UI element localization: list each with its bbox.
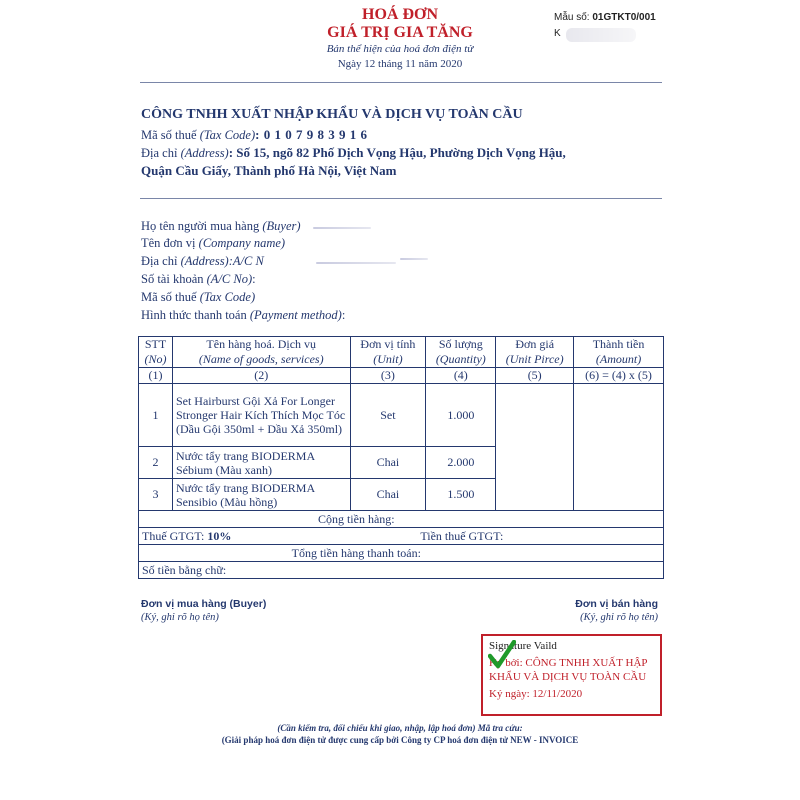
buyer-account-label-en: (A/C No) [206, 272, 253, 286]
goods-table [138, 336, 664, 579]
buyer-name [141, 219, 301, 234]
seller-tax-label-en: (Tax Code) [199, 128, 256, 142]
index-cell: (1) [139, 368, 173, 384]
form-number-label: Mẫu số: [554, 12, 593, 23]
subtotal-label: Cộng tiền hàng: [139, 511, 574, 528]
buyer-tax-code [141, 290, 255, 305]
seller-address-label-en: (Address) [180, 146, 229, 160]
amount-in-words-label: Số tiền bằng chữ: [139, 562, 664, 579]
table-header-unit-price: Đơn giá (Unit Pirce) [496, 337, 574, 368]
blurred-buyer-address-2 [400, 258, 428, 260]
buyer-tax-label-en: (Tax Code) [199, 290, 256, 304]
invoice-title: HOÁ ĐƠN [362, 6, 438, 23]
index-cell: (5) [496, 368, 574, 384]
row-no: 1 [139, 384, 173, 447]
vat-rate [139, 528, 351, 545]
index-cell: (2) [172, 368, 350, 384]
index-cell: (4) [426, 368, 496, 384]
blurred-buyer-address [316, 262, 396, 264]
subtotal-value [574, 511, 664, 528]
vat-rate-value: 10% [207, 528, 232, 543]
buyer-tax-label: Mã số thuế [141, 290, 200, 304]
buyer-name-label-en: (Buyer) [262, 219, 301, 233]
seller-name: CÔNG TNHH XUẤT NHẬP KHẨU VÀ DỊCH VỤ TOÀN CẦU [141, 107, 523, 122]
vat-row [139, 528, 664, 545]
vat-amount-value [574, 528, 664, 545]
buyer-address-label-en: (Address) [180, 254, 229, 268]
stamp-heading: Signature Vaild [489, 640, 557, 652]
symbol-label: K [554, 28, 561, 39]
buyer-company-label: Tên đơn vị [141, 236, 199, 250]
vat-rate-label: Thuế GTGT: [142, 528, 208, 543]
row-quantity: 1.500 [426, 479, 496, 511]
table-header-unit: Đơn vị tính (Unit) [350, 337, 426, 368]
footer-lookup: (Cần kiểm tra, đối chiếu khi giao, nhập, lập hoá đơn) Mã tra cứu: [277, 723, 523, 733]
row-quantity: 1.000 [426, 384, 496, 447]
table-header-name: Tên hàng hoá. Dịch vụ (Name of goods, services) [172, 337, 350, 368]
table-index-row [139, 368, 664, 384]
stamp-signed-by: Ký bởi: CÔNG TNHH XUẤT HẬP KHẨU VÀ DỊCH VỤ TOÀN CẦU [489, 657, 648, 683]
amount-in-words-row [139, 562, 664, 579]
total-label: Tổng tiền hàng thanh toán: [139, 545, 574, 562]
seller-signature-title: Đơn vị bán hàng [575, 598, 658, 610]
row-amount [574, 384, 664, 511]
divider-top [140, 82, 662, 83]
invoice-subtitle: Bản thể hiện của hoá đơn điện tử [326, 43, 474, 55]
vat-amount-label: Tiền thuế GTGT: [350, 528, 574, 545]
seller-signature-note: (Ký, ghi rõ họ tên) [580, 612, 658, 623]
invoice-date: Ngày 12 tháng 11 năm 2020 [337, 58, 463, 70]
buyer-account-label: Số tài khoản [141, 272, 207, 286]
total-value [574, 545, 664, 562]
index-cell: (6) = (4) x (5) [574, 368, 664, 384]
blurred-buyer-name [313, 227, 371, 229]
buyer-name-label: Họ tên người mua hàng [141, 219, 263, 233]
row-quantity: 2.000 [426, 447, 496, 479]
buyer-company [141, 236, 285, 251]
footer-provider: (Giải pháp hoá đơn điện tử được cung cấp bởi Công ty CP hoá đơn điện tử NEW - INVOICE [221, 735, 579, 745]
seller-address [141, 145, 566, 161]
buyer-payment-method: Hình thức thanh toán (Payment method): [141, 308, 346, 322]
buyer-company-label-en: (Company name) [198, 236, 286, 250]
seller-address-line2: Quận Cầu Giấy, Thành phố Hà Nội, Việt Nam [141, 163, 397, 178]
total-row [139, 545, 664, 562]
table-header-amount: Thành tiền (Amount) [574, 337, 664, 368]
seller-tax-label: Mã số thuế [141, 128, 200, 142]
index-cell: (3) [350, 368, 426, 384]
row-unit-price [496, 384, 574, 511]
checkmark-icon [488, 640, 516, 670]
seller-address-line1: : Số 15, ngõ 82 Phố Dịch Vọng Hậu, Phường Dịch Vọng Hậu, [228, 145, 566, 160]
row-no: 2 [139, 447, 173, 479]
buyer-payment-label-en: (Payment method) [249, 308, 342, 322]
divider-middle [140, 198, 662, 199]
row-goods-name: Set Hairburst Gội Xả For Longer Stronger Hair Kích Thích Mọc Tóc (Dầu Gội 350ml + Dầu Xả 350ml) [172, 384, 350, 447]
blurred-symbol [566, 28, 636, 42]
stamp-signed-date: Ký ngày: 12/11/2020 [489, 688, 583, 700]
buyer-account: Số tài khoản (A/C No): [141, 272, 256, 286]
buyer-signature-note: (Ký, ghi rõ họ tên) [141, 612, 219, 623]
buyer-signature-title: Đơn vị mua hàng (Buyer) [141, 598, 267, 610]
invoice-title-sub: GIÁ TRỊ GIA TĂNG [327, 24, 473, 41]
row-unit: Chai [350, 479, 426, 511]
buyer-address-value: :A/C N [228, 254, 264, 268]
row-unit: Chai [350, 447, 426, 479]
table-header-row [139, 337, 664, 368]
table-row [139, 384, 664, 447]
form-number [554, 12, 656, 23]
buyer-address-label: Địa chỉ [141, 254, 181, 268]
row-no: 3 [139, 479, 173, 511]
table-header-quantity: Số lượng (Quantity) [426, 337, 496, 368]
buyer-payment-label: Hình thức thanh toán [141, 308, 250, 322]
seller-tax-code [141, 127, 367, 143]
row-unit: Set [350, 384, 426, 447]
buyer-address [141, 254, 264, 269]
table-header-no: STT (No) [139, 337, 173, 368]
subtotal-row [139, 511, 664, 528]
seller-tax-value: : 0 1 0 7 9 8 3 9 1 6 [255, 127, 368, 142]
row-goods-name: Nước tẩy trang BIODERMA Sébium (Màu xanh) [172, 447, 350, 479]
seller-address-label: Địa chỉ [141, 146, 181, 160]
row-goods-name: Nước tẩy trang BIODERMA Sensibio (Màu hồng) [172, 479, 350, 511]
form-number-value: 01GTKT0/001 [592, 12, 656, 23]
